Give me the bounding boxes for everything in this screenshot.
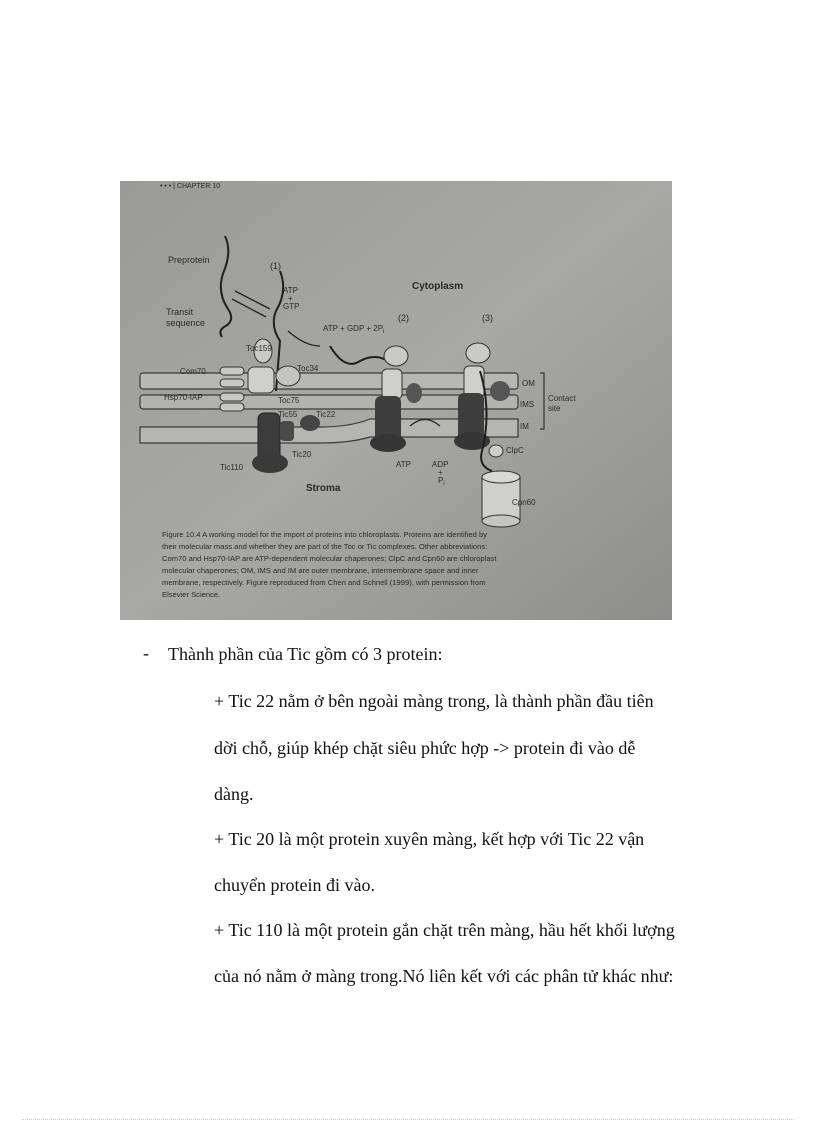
label-tic20: Tic20 <box>292 450 312 459</box>
label-im: IM <box>520 422 529 431</box>
label-cytoplasm: Cytoplasm <box>412 281 464 292</box>
label-transit: Transit sequence <box>166 307 206 328</box>
label-atp-gdp: ATP + GDP + $2P_i$ <box>323 324 385 335</box>
label-toc159: Toc159 <box>246 344 272 353</box>
label-ims: IMS <box>520 400 535 409</box>
label-contact-site: Contact site <box>548 394 576 413</box>
caption-line: Com70 and Hsp70-IAP are ATP-dependent molecular chaperones; ClpC and Cpn60 are chloroplast <box>162 554 497 563</box>
caption-line: molecular chaperones; OM, IMS and IM are outer membrane, intermembrane space and inner <box>162 566 479 575</box>
label-adp: ADP + $P_i$ <box>432 460 449 487</box>
label-stroma: Stroma <box>306 483 341 494</box>
label-preprotein: Preprotein <box>168 255 210 265</box>
label-atp: ATP <box>396 460 411 469</box>
bullet-dash: - <box>143 643 149 663</box>
caption-line: their molecular mass and whether they are part of the Toc or Tic complexes. Other abbreviations: <box>162 542 488 551</box>
caption-line: Figure 10.4 A working model for the import of proteins into chloroplasts. Proteins are identified by <box>162 530 488 539</box>
paragraph-line: + Tic 110 là một protein gắn chặt trên màng, hầu hết khối lượng <box>214 920 675 940</box>
paragraph-line: dời chỗ, giúp khép chặt siêu phức hợp -> protein đi vào dễ <box>214 738 636 758</box>
label-om: OM <box>522 379 535 388</box>
label-cpn60: Cpn60 <box>512 498 536 507</box>
label-step1: (1) <box>270 261 281 271</box>
page-bottom-rule <box>22 1119 794 1120</box>
clpc-shape <box>489 445 503 457</box>
chloroplast-import-diagram <box>120 181 672 620</box>
section-heading: Thành phần của Tic gồm có 3 protein: <box>168 644 443 664</box>
paragraph-line: dàng. <box>214 784 254 804</box>
label-com70: Com70 <box>180 367 206 376</box>
label-tic55: Tic55 <box>278 410 298 419</box>
label-atp-gtp: ATP + GTP <box>283 286 300 311</box>
caption-line: Elsevier Science. <box>162 590 221 599</box>
label-tic22: Tic22 <box>316 410 336 419</box>
figure-header: • • • | CHAPTER 10 <box>160 183 221 190</box>
paragraph-line: chuyển protein đi vào. <box>214 875 375 895</box>
paragraph-line: + Tic 22 nằm ở bên ngoài màng trong, là thành phần đầu tiên <box>214 691 654 711</box>
figure-photo <box>120 181 672 620</box>
label-toc34: Toc34 <box>297 364 319 373</box>
caption-line: membrane, respectively. Figure reproduced from Chen and Schnell (1999), with permission from <box>162 578 486 587</box>
paragraph-line: + Tic 20 là một protein xuyên màng, kết hợp với Tic 22 vận <box>214 829 645 849</box>
paragraph-line: của nó nằm ở màng trong.Nó liên kết với các phân tử khác như: <box>214 966 674 986</box>
label-tic110: Tic110 <box>220 463 244 472</box>
label-clpc: ClpC <box>506 446 524 455</box>
label-step2: (2) <box>398 313 409 323</box>
label-step3: (3) <box>482 313 493 323</box>
label-toc75: Toc75 <box>278 396 300 405</box>
label-hsp70iap: Hsp70-IAP <box>164 393 203 402</box>
